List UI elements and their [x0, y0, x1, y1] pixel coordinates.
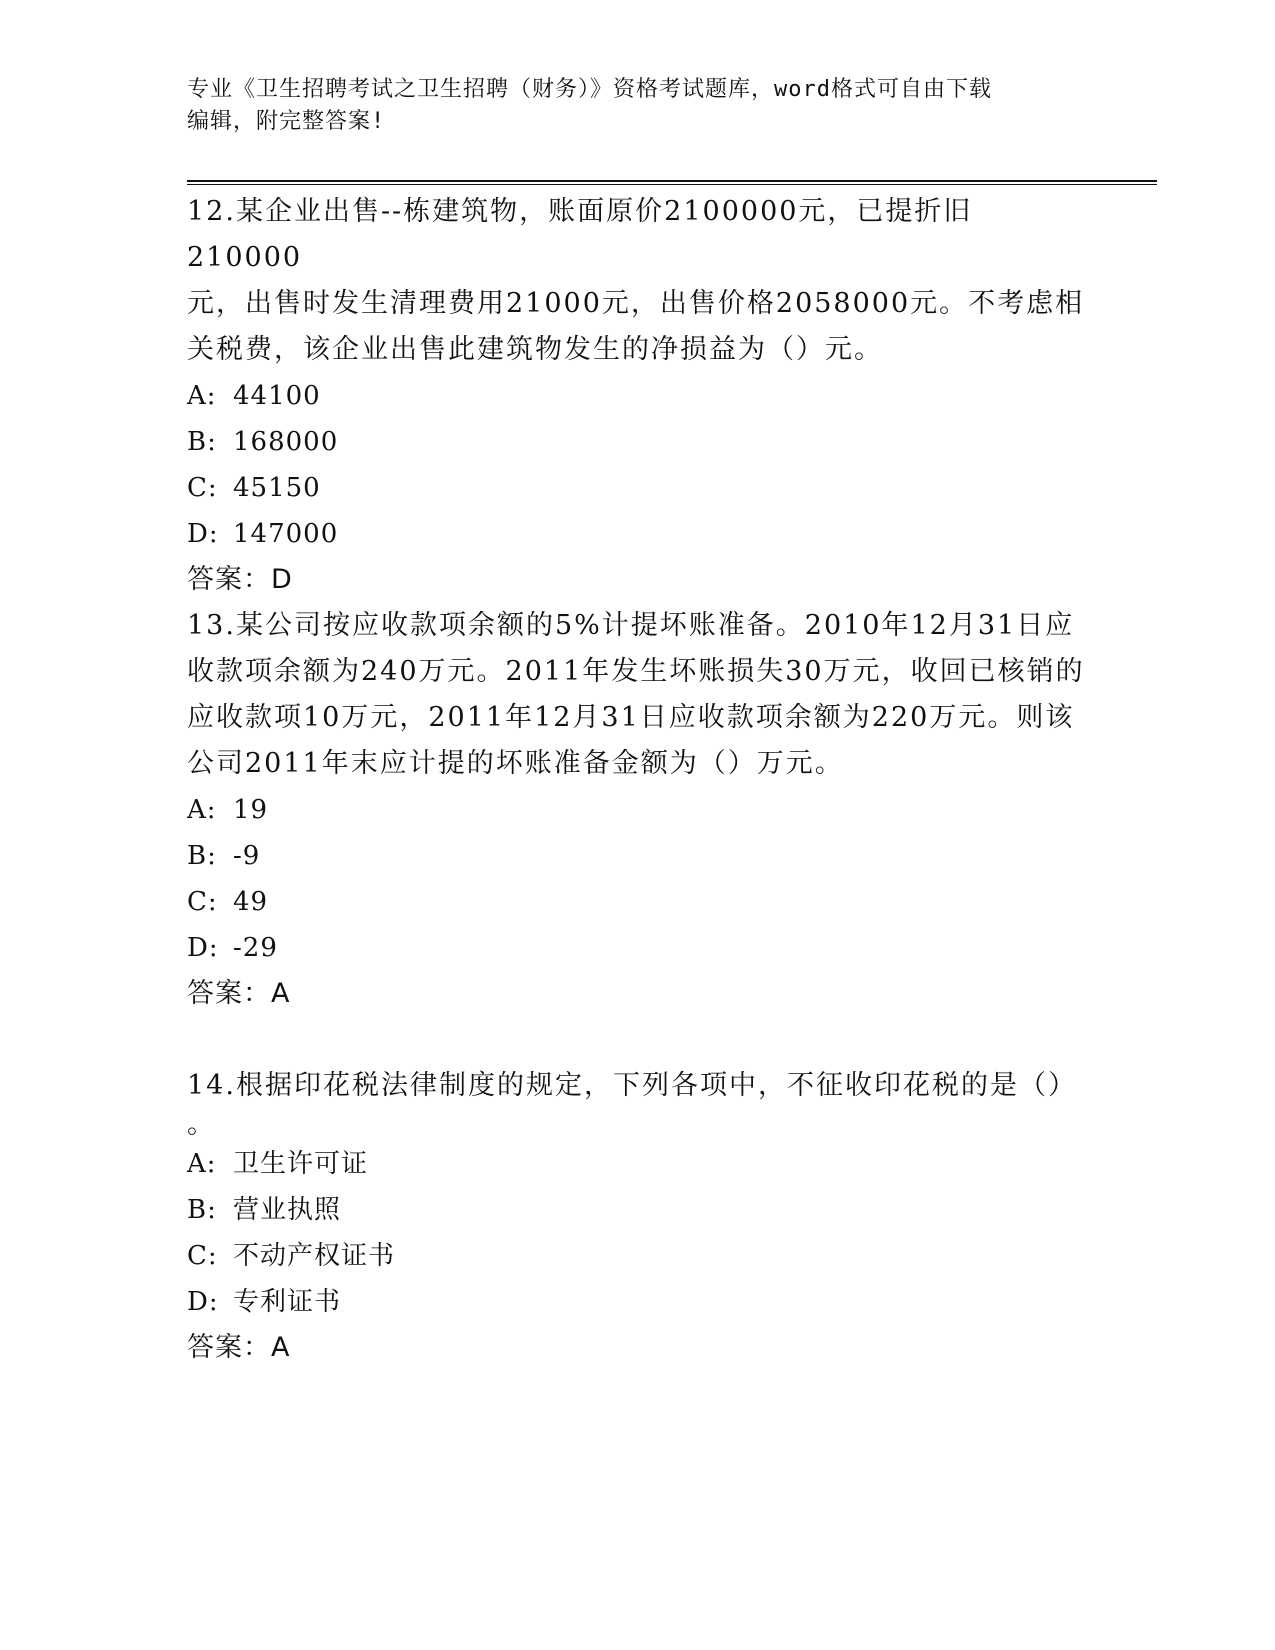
header-line-1: 专业《卫生招聘考试之卫生招聘（财务）》资格考试题库，word格式可自由下载	[187, 77, 992, 102]
question-stem	[187, 1063, 1087, 1141]
stem-line: 收款项余额为240万元。2011年发生坏账损失30万元，收回已核销的	[187, 656, 1085, 687]
option-text: 卫生许可证	[233, 1149, 369, 1179]
stem-line: 13.某公司按应收款项余额的5%计提坏账准备。2010年12月31日应	[187, 610, 1075, 641]
stem-line: 公司2011年末应计提的坏账准备金额为（）万元。	[187, 748, 844, 779]
option-key: D:	[187, 519, 219, 549]
stem-line: 元，出售时发生清理费用21000元，出售价格2058000元。不考虑相	[187, 288, 1085, 319]
option-b	[187, 833, 1087, 879]
question-stem	[187, 603, 1087, 787]
header-divider-thin	[187, 184, 1157, 185]
option-b	[187, 419, 1087, 465]
option-a	[187, 787, 1087, 833]
option-text: 168000	[233, 427, 339, 457]
answer-line: 答案：D	[187, 564, 293, 595]
option-key: B:	[187, 1195, 217, 1225]
option-key: D:	[187, 933, 219, 963]
option-key: A:	[187, 381, 217, 411]
option-key: A:	[187, 795, 217, 825]
option-text: 不动产权证书	[233, 1241, 396, 1271]
option-text: 44100	[233, 381, 321, 411]
option-key: C:	[187, 1241, 218, 1271]
option-a	[187, 1141, 1087, 1187]
option-text: 49	[233, 887, 269, 917]
option-key: D:	[187, 1287, 219, 1317]
stem-line: 12.某企业出售--栋建筑物，账面原价2100000元，已提折旧210000	[187, 196, 973, 273]
option-text: 专利证书	[233, 1287, 342, 1317]
question-14	[187, 1063, 1087, 1371]
answer-line: 答案：A	[187, 978, 291, 1009]
question-stem	[187, 189, 1087, 373]
question-13	[187, 603, 1087, 1017]
answer-line: 答案：A	[187, 1332, 291, 1363]
option-d	[187, 1279, 1087, 1325]
option-key: B:	[187, 841, 217, 871]
stem-line: 14.根据印花税法律制度的规定，下列各项中，不征收印花税的是（）	[187, 1070, 1077, 1101]
option-text: 147000	[233, 519, 339, 549]
option-key: C:	[187, 887, 218, 917]
option-key: B:	[187, 427, 217, 457]
option-c	[187, 1233, 1087, 1279]
option-key: A:	[187, 1149, 217, 1179]
header-line-2: 编辑，附完整答案!	[187, 109, 386, 134]
option-c	[187, 465, 1087, 511]
option-text: -9	[233, 841, 261, 871]
option-d	[187, 925, 1087, 971]
stem-line: 关税费，该企业出售此建筑物发生的净损益为（）元。	[187, 334, 883, 365]
stem-line: 应收款项10万元，2011年12月31日应收款项余额为220万元。则该	[187, 702, 1075, 733]
question-12	[187, 189, 1087, 603]
option-c	[187, 879, 1087, 925]
option-text: 19	[233, 795, 269, 825]
option-b	[187, 1187, 1087, 1233]
option-a	[187, 373, 1087, 419]
option-text: 45150	[233, 473, 321, 503]
option-text: 营业执照	[233, 1195, 342, 1225]
option-text: -29	[233, 933, 278, 963]
option-d	[187, 511, 1087, 557]
option-key: C:	[187, 473, 218, 503]
stem-line: 。	[187, 1109, 216, 1140]
document-header	[187, 74, 1067, 138]
header-divider-thick	[187, 180, 1157, 182]
